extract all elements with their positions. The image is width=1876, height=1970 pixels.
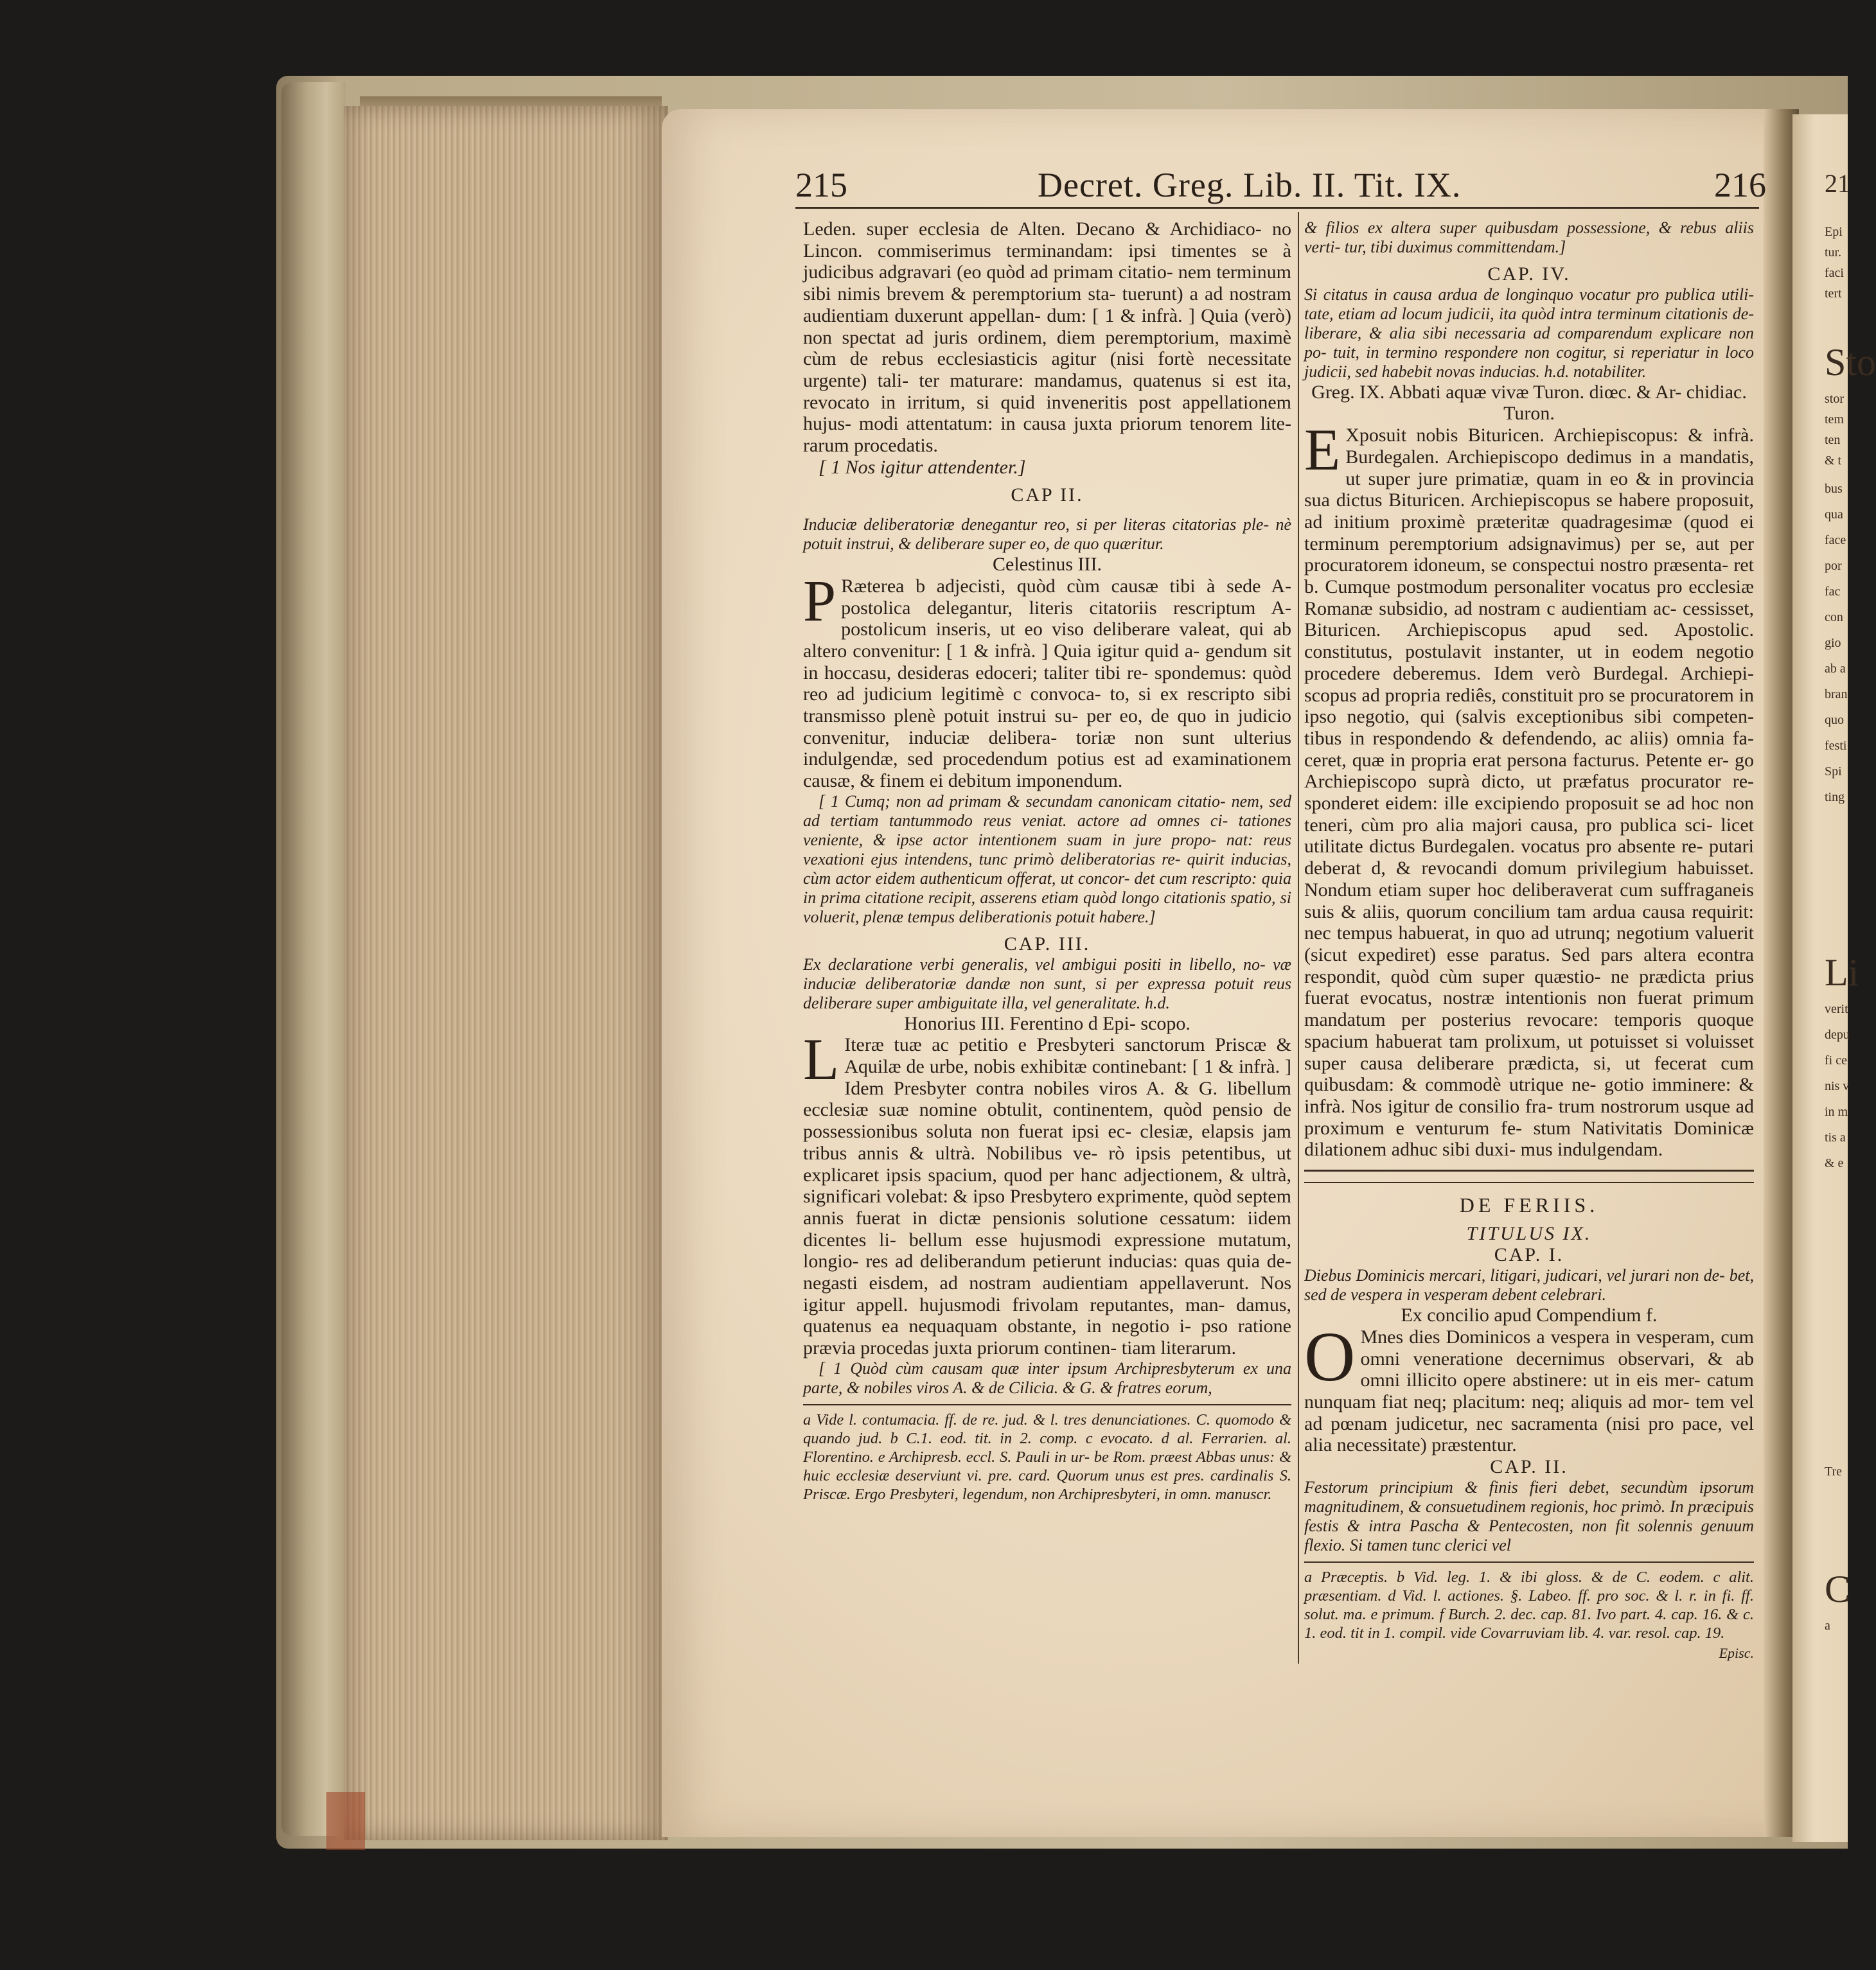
next-page-fragment: Sto bbox=[1825, 341, 1876, 383]
drop-cap: P bbox=[803, 567, 836, 633]
catchword: Episc. bbox=[1719, 1644, 1754, 1661]
chapter-summary: Si citatus in causa ardua de longinquo vocatur pro publica utili- tate, etiam ad locum judicii, ita quòd intra terminum citationis de- liberare, & alia sibi necessaria ad comparendum explicare non po- tuit, in termino respondere non cogitur, si reperiatur in loco judicii, sed habebit novas inducias. h.d. notabiliter. bbox=[1304, 285, 1754, 381]
chapter-author: Greg. IX. Abbati aquæ vivæ Turon. diœc. & Ar- chidiac. Turon. bbox=[1311, 381, 1747, 425]
chapter-text bbox=[803, 567, 1291, 792]
chapter-heading: CAP. II. bbox=[1490, 1456, 1568, 1478]
next-page-fragment: bran bbox=[1825, 687, 1848, 701]
right-page-number: 216 bbox=[1714, 166, 1766, 204]
next-page-fragment: & e bbox=[1825, 1156, 1844, 1170]
next-page-fragment: gio bbox=[1825, 636, 1841, 650]
title-subheading: TITULUS IX. bbox=[1466, 1222, 1592, 1244]
chapter-body: Ræterea b adjecisti, quòd cùm causæ tibi à sede A- postolica delegantur, literis citatoriis rescriptum A- postolicum inseris, ut eo viso deliberare valeat, qui ab altero convenitur: [ 1 & infrà. ] Quia igitur quid a- gendum sit in hoccasu, desideras edoceri; taliter tibi re- spondemus: quòd reo ad judicium legitimè c convoca- to, si ex rescripto sibi transmisso plenè potuit instrui su- per eo, de quo in judicio convenitur, induciæ delibera- toriæ non sunt ulterius indulgendæ, sed procedendum potius est ad examinationem causæ, & finem ei debitum imponendum. bbox=[803, 575, 1291, 792]
chapter-text bbox=[1304, 417, 1754, 1161]
chapter-heading: CAP. III. bbox=[1004, 933, 1091, 954]
next-page-fragment: ten bbox=[1825, 433, 1841, 447]
chapter-body: Xposuit nobis Bituricen. Archiepiscopus: & infrà. Burdegalen. Archiepiscopo dedimus in a mandatis, ut super jure primatiæ, quam in eo & in provincia sua dictus Bituricen. Archiepiscopus se habere proposuit, ad initium proximè præteritæ quadragesimæ (quod ei terminum peremptorium adsignavimus) per se, aut per procuratorem idoneum, se conspectui nostro præsenta- ret b. Cumque postmodum personaliter vocatus pro ecclesiæ Romanæ subsidio, ad nostram c audientiam ac- cessisset, Bituricen. Archiepiscopus apud sed. Apostolic. constitutus, postulavit instanter, ut in eodem negotio procedere deberemus. Idem verò Burdegal. Archiepi- scopus ad propria rediês, constituit pro se procuratorem in ipso negotio, qui (salvis exceptionibus sibi competen- tibus in respondendo & defendendo, ac aliis) omnia fa- ceret, quæ in propria erat persona facturus. Petente er- go Archiepiscopo suprà dicto, ut præfatus procurator re- sponderet eidem: ille excipiendo proposuit se ad hoc non teneri, cùm pro alia majori causa, pro publica sci- licet utilitate dictus Burdegalen. vocatus pro absente re- putari deberat d, & revocandi domum privilegium habuisset. Nondum etiam super hoc deliberaverat cum suffraganeis suis & aliis, quorum concilium tam ardua causa requirit: nec tempus habuerat, in quo ad utrunq; negotium valuerit (sicut expediret) esse paratus. Sed pars altera econtra respondit, quòd cùm super quæstio- ne prædicta prius fuerat evocatus, nostræ intentionis non fuerat primum mandatum per posterius revocare: temporis quoque spacium habuerat tam prolixum, ut potuisset si voluisset super causa deliberare prædicta, si, ut fecerat cum quibusdam: & commodè utrique ne- gotio imminere: & infrà. Nos igitur de consilio fra- trum nostrorum usque ad proximum e venturum fe- stum Nativitatis Dominicæ dilationem adhuc sibi duxi- mus indulgendam. bbox=[1304, 425, 1754, 1161]
next-page-fragment: & t bbox=[1825, 453, 1842, 468]
book-spine-edge bbox=[281, 82, 346, 1836]
chapter-heading: CAP. IV. bbox=[1487, 263, 1571, 285]
next-page-fragment: C bbox=[1825, 1568, 1851, 1610]
next-page-fragment: Li bbox=[1825, 951, 1859, 994]
chapter-author: Celestinus III. bbox=[993, 554, 1102, 576]
drop-cap: O bbox=[1304, 1317, 1356, 1396]
next-page-fragment: tert bbox=[1825, 286, 1842, 301]
next-page-fragment: nis v bbox=[1825, 1079, 1850, 1093]
next-page-fragment: Spi bbox=[1825, 764, 1842, 778]
next-page-fragment: tis a bbox=[1825, 1130, 1846, 1145]
chapter-text bbox=[1304, 1317, 1754, 1456]
next-page-fragment: con bbox=[1825, 610, 1843, 624]
next-page-fragment: Epi bbox=[1825, 225, 1843, 239]
next-page-fragment: qua bbox=[1825, 507, 1843, 522]
next-page-fragment: tur. bbox=[1825, 245, 1842, 259]
note-bracket: & filios ex altera super quibusdam possessione, & rebus aliis verti- tur, tibi duximus committendam.] bbox=[1304, 218, 1754, 256]
column-rule bbox=[1298, 212, 1299, 1664]
page-fore-edge bbox=[344, 106, 668, 1840]
next-page-fragment: ting bbox=[1825, 790, 1845, 804]
chapter-heading: CAP II. bbox=[1011, 484, 1084, 506]
next-page-fragment: festi bbox=[1825, 739, 1847, 753]
red-edge-trim bbox=[326, 1792, 365, 1850]
next-page-fragment: ab a bbox=[1825, 662, 1846, 676]
footnote-rule bbox=[803, 1404, 1291, 1405]
next-page-fragment: fi ce bbox=[1825, 1053, 1847, 1068]
chapter-author: Ex concilio apud Compendium f. bbox=[1401, 1305, 1658, 1326]
next-page-fragment: por bbox=[1825, 559, 1842, 573]
next-page-fragment: 21 bbox=[1825, 169, 1850, 198]
chapter-summary: Induciæ deliberatoriæ denegantur reo, si per literas citatorias ple- nè potuit instrui, & deliberare super eo, de quo quæritur. bbox=[803, 515, 1291, 554]
footnotes: a Vide l. contumacia. ff. de re. jud. & l. tres denunciationes. C. quomodo & quando jud. b C.1. eod. tit. in 2. comp. c evocato. d al. Ferrarien. al. Florentino. e Archipresb. eccl. S. Pauli in ur- be Rom. præest Abbas unus: & huic ecclesiæ deserviunt vi. pre. card. Quorum unus est pres. cardinalis S. Priscæ. Ergo Presbyteri, legendum, non Archipresbyteri, in omn. manuscr. bbox=[803, 1411, 1291, 1503]
next-page-fragment: Tre bbox=[1825, 1464, 1843, 1479]
paragraph-cap1-end: Leden. super ecclesia de Alten. Decano & Archidiaco- no Lincon. commiserimus terminandam: ipsi timentes se à judicibus adgravari (eo quòd ad primam citatio- nem terminum sibi nimis brevem & peremptorium sta- tuerunt) a ad nostram audientiam duxerunt appellan- dum: [ 1 & infrà. ] Quia (verò) non spectat ad juris ordinem, diem peremptorium, maximè cùm de rebus ecclesiasticis agitur (nisi fortè necessitate urgente) tali- ter maturare: mandamus, quatenus si est ita, revocato in irritum, si quid inveneritis post appellationem hujus- modi attentatum: in causa juxta priorum tenorem lite- rarum procedatis. bbox=[803, 218, 1291, 457]
header-rule bbox=[795, 207, 1759, 209]
next-page-fragment: faci bbox=[1825, 266, 1844, 280]
chapter-body: Mnes dies Dominicos a vespera in vesperam, cum omni veneratione decernimus observari, & ab omni illicito opere abstinere: ut in eis mer- catum nunquam fiat neq; placitum: neq; aliquis ad mor- tem vel ad pœnam judicetur, nec sacramenta (nisi pro pace, vel alia necessitate) præstentur. bbox=[1304, 1326, 1754, 1456]
running-title: Decret. Greg. Lib. II. Tit. IX. bbox=[1038, 166, 1462, 204]
chapter-summary: Diebus Dominicis mercari, litigari, judicari, vel jurari non de- bet, sed de vespera in vesperam debent celebrari. bbox=[1304, 1266, 1754, 1305]
next-page-fragment: fac bbox=[1825, 585, 1841, 599]
chapter-heading: CAP. I. bbox=[1494, 1244, 1564, 1266]
next-page-fragment: quo bbox=[1825, 713, 1844, 727]
note-bracket: [ 1 Nos igitur attendenter.] bbox=[819, 456, 1026, 478]
next-page-fragment: face bbox=[1825, 533, 1846, 547]
chapter-summary: Festorum principium & finis fieri debet, secundùm ipsorum magnitudinem, & consuetudinem regionis, hoc primò. In præcipuis festis & intra Pascha & Pentecosten, non fit solennis genuum flexio. Si tamen tunc clerici vel bbox=[1304, 1477, 1754, 1554]
drop-cap: E bbox=[1304, 417, 1341, 483]
next-page-fragment: tem bbox=[1825, 412, 1844, 427]
next-page-fragment: a bbox=[1825, 1619, 1830, 1633]
next-page-fragment: stor bbox=[1825, 392, 1844, 406]
chapter-body: Iteræ tuæ ac petitio e Presbyteri sanctorum Priscæ & Aquilæ de urbe, nobis exhibitæ continebant: [ 1 & infrà. ] Idem Presbyter contra nobiles viros A. & G. libellum ecclesiæ suæ nomine obtulit, continentem, quòd pensio de possessionibus soluta non fuerat ipsi ec- clesiæ, elapsis jam tribus annis & ultrà. Nobilibus ve- rò ipsis petentibus, ut explicaret ipsis spacium, quod per hanc adjectionem, & ultrà, significari volebat: & ipso Presbytero exprimente, quòd septem annis fuerat in dictæ pensionis solutione cessatum: iidem dicentes li- bellum esse hujusmodi expressione mutatum, longio- res ad deliberandum petierunt inducias: quas quia de- negasti eisdem, ad nostram audientiam appellaverunt. Nos igitur appell. hujusmodi frivolam reputantes, man- damus, quatenus ea nequaquam obstante, in negotio i- pso ratione prævia procedas juxta priorum continen- tiam literarum. bbox=[803, 1034, 1291, 1359]
footnote-rule bbox=[1304, 1561, 1754, 1563]
left-page-number: 215 bbox=[795, 166, 847, 204]
chapter-author: Honorius III. Ferentino d Epi- scopo. bbox=[904, 1012, 1190, 1034]
chapter-summary: Ex declaratione verbi generalis, vel ambigui positi in libello, no- væ induciæ deliberatoriæ dandæ non sunt, si per expressa potuit reus deliberare super ambiguitate illa, vel generalitate. h.d. bbox=[803, 954, 1291, 1012]
note-bracket: [ 1 Quòd cùm causam quæ inter ipsum Archipresbyterum ex una parte, & nobiles viros A. & de Cilicia. & G. & fratres eorum, bbox=[803, 1359, 1291, 1397]
chapter-text bbox=[803, 1026, 1291, 1359]
title-heading: DE FERIIS. bbox=[1459, 1193, 1599, 1217]
next-page-fragment: in m bbox=[1825, 1105, 1848, 1119]
left-column bbox=[803, 218, 1291, 1504]
next-page-fragment: depu bbox=[1825, 1028, 1850, 1042]
right-column bbox=[1304, 218, 1754, 1664]
next-page-fragment: bus bbox=[1825, 482, 1843, 496]
drop-cap: L bbox=[803, 1026, 840, 1093]
ornamental-rule bbox=[1304, 1170, 1754, 1183]
next-page-fragment: verit bbox=[1825, 1002, 1848, 1016]
footnotes: a Præceptis. b Vid. leg. 1. & ibi gloss. & de C. eodem. c alit. præsentiam. d Vid. l. actiones. §. Labeo. ff. pro soc. & l. r. in fi. ff. solut. ma. e primum. f Burch. 2. dec. cap. 81. Ivo part. 4. cap. 16. & c. 1. eod. tit in 1. compil. vide Covarruviam lib. 4. var. resol. cap. 19. bbox=[1304, 1568, 1754, 1642]
note-bracket: [ 1 Cumq; non ad primam & secundam canonicam citatio- nem, sed ad tertiam tantummodo reus veniat. actore ad omnes ci- tationes veniente, & ipse actor intentionem suam in jure propo- nat: reus vexationi ejus intendens, tunc primò deliberatorias re- quirit inducias, cùm actor eidem authenticum offerat, ut concor- det cum rescripto: quia in prima citatione recipit, asserens etiam quòd longo citationis spatio, si voluerit, plenæ tempus deliberationis potuit habere.] bbox=[803, 791, 1291, 926]
